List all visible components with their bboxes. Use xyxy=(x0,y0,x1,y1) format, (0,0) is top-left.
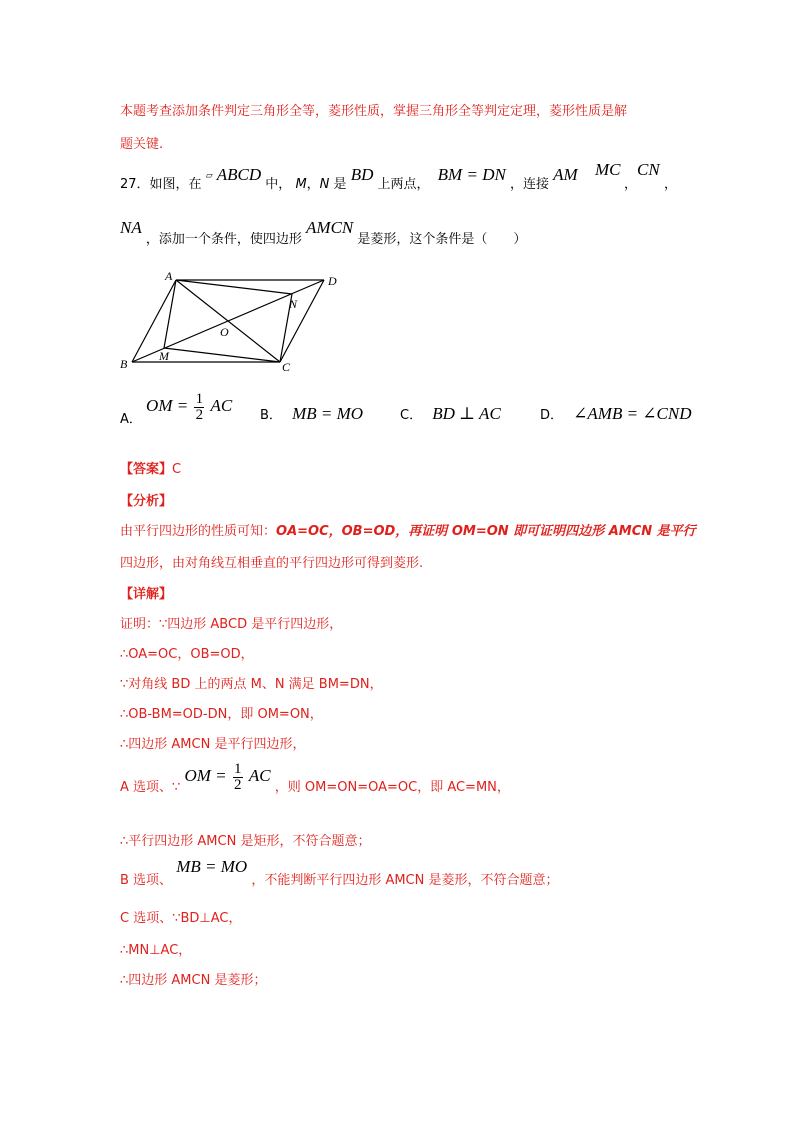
detail-line-4: ∴OB-BM=OD-DN，即 OM=ON， xyxy=(120,707,323,722)
frac-num: 1 xyxy=(195,391,204,407)
option-d-label: D． xyxy=(540,408,564,423)
analysis-line-1 xyxy=(120,520,696,539)
analysis-label: 【分析】 xyxy=(120,494,173,509)
answer-label: 【答案】 xyxy=(120,462,173,477)
am-label: AM xyxy=(553,165,578,184)
detail-label: 【详解】 xyxy=(120,587,173,602)
detail-line-11: ∴四边形 AMCN 是菱形； xyxy=(120,973,267,988)
detail-line-1: 证明：∵四边形 ABCD 是平行四边形， xyxy=(120,617,343,632)
option-d xyxy=(540,404,692,424)
option-c-expr: BD ⊥ AC xyxy=(432,404,501,423)
analysis-line-2: 四边形，由对角线互相垂直的平行四边形可得到菱形. xyxy=(120,556,424,571)
intro-line-1: 本题考查添加条件判定三角形全等，菱形性质，掌握三角形全等判定定理，菱形性质是解 xyxy=(120,104,628,119)
intro-line-2: 题关键. xyxy=(120,137,164,152)
analysis-line-1a: 由平行四边形的性质可知： xyxy=(120,524,277,539)
detail-line-6 xyxy=(120,762,510,793)
label-d: D xyxy=(328,274,337,288)
option-a-label: A． xyxy=(120,412,142,427)
question-text-is: 是 xyxy=(333,177,347,192)
detail-line-5: ∴四边形 AMCN 是平行四边形， xyxy=(120,737,306,752)
mc-label: MC xyxy=(595,160,621,179)
comma-1: ， xyxy=(624,177,638,192)
option-a xyxy=(120,391,233,427)
label-m: M xyxy=(159,349,169,363)
segment-na xyxy=(176,280,292,294)
detail-line-6-pre: A 选项、∵ xyxy=(120,780,181,795)
question-line-1 xyxy=(120,165,578,192)
detail-line-9: C 选项、∵BD⊥AC， xyxy=(120,911,242,926)
question-text-tail: 是菱形，这个条件是（ ） xyxy=(357,232,527,247)
option-a-lhs: OM = xyxy=(146,396,189,415)
detail-fraction-one-half xyxy=(233,762,243,793)
parallelogram-symbol: ▱ xyxy=(205,171,213,181)
abcd-label: ABCD xyxy=(216,165,262,184)
amcn-label: AMCN xyxy=(306,218,354,237)
label-b: B xyxy=(120,357,128,371)
detail-line-10: ∴MN⊥AC， xyxy=(120,943,192,958)
question-text-two-points: 上两点， xyxy=(377,177,430,192)
na-label: NA xyxy=(120,218,142,237)
question-text-connect: ，连接 xyxy=(509,177,549,192)
option-b-expr: MB = MO xyxy=(292,404,364,423)
segment-mc xyxy=(164,348,280,362)
option-c-label: C． xyxy=(400,408,423,423)
edge-ba xyxy=(132,280,176,362)
answer-value: C xyxy=(172,462,182,477)
bm-dn-expr: BM = DN xyxy=(437,165,506,184)
edge-dc xyxy=(280,280,324,362)
detail-line-2: ∴OA=OC，OB=OD， xyxy=(120,647,254,662)
detail-line-8 xyxy=(120,857,559,888)
point-n-text: N xyxy=(319,177,330,192)
comma: ， xyxy=(306,177,320,192)
option-b-label: B． xyxy=(260,408,282,423)
detail-line-8-pre: B 选项、 xyxy=(120,873,173,888)
comma-2: ， xyxy=(664,177,678,192)
detail-line-7: ∴平行四边形 AMCN 是矩形，不符合题意； xyxy=(120,834,371,849)
question-line-2 xyxy=(120,218,527,247)
option-a-rhs: AC xyxy=(210,396,233,415)
analysis-line-1b: OA=OC，OB=OD，再证明 OM=ON 即可证明四边形 AMCN 是平行 xyxy=(276,524,696,539)
detail-line-6-rhs: AC xyxy=(248,766,271,785)
fraction-one-half xyxy=(194,392,204,423)
option-b xyxy=(260,404,363,424)
label-c: C xyxy=(282,360,291,374)
cn-label: CN xyxy=(637,160,660,179)
question-text-zhong: 中， xyxy=(265,177,292,192)
geometry-figure xyxy=(112,268,352,376)
detail-frac-num: 1 xyxy=(234,761,242,777)
option-d-expr: ∠AMB = ∠CND xyxy=(573,404,692,423)
label-a: A xyxy=(165,269,173,283)
frac-den: 2 xyxy=(195,407,204,423)
detail-line-6-lhs: OM = xyxy=(184,766,227,785)
detail-line-6-post: ，则 OM=ON=OA=OC，即 AC=MN， xyxy=(274,780,510,795)
bd-label: BD xyxy=(350,165,374,184)
label-o: O xyxy=(220,325,229,339)
detail-frac-den: 2 xyxy=(234,777,242,793)
option-c xyxy=(400,404,501,424)
label-n: N xyxy=(289,297,298,311)
question-number: 27．如图，在 xyxy=(120,177,202,192)
point-m-text: M xyxy=(295,177,307,192)
detail-line-8-expr: MB = MO xyxy=(176,857,248,876)
answer xyxy=(120,458,181,477)
detail-line-8-post: ，不能判断平行四边形 AMCN 是菱形，不符合题意； xyxy=(251,873,559,888)
question-text-add: ，添加一个条件，使四边形 xyxy=(145,232,302,247)
detail-line-3: ∵对角线 BD 上的两点 M、N 满足 BM=DN， xyxy=(120,677,383,692)
